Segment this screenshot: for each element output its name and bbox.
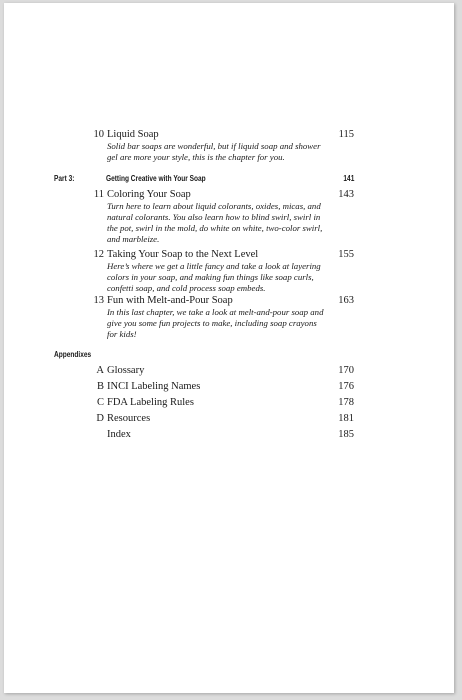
appendix-title: Resources <box>107 413 151 424</box>
chapter-description: Solid bar soaps are wonderful, but if liquid soap and shower gel are more your style, this is the chapter for you. <box>107 141 321 162</box>
appendixes-heading: Appendixes <box>54 350 92 359</box>
chapter-title: Liquid Soap <box>107 129 159 140</box>
appendix-letter: A <box>96 365 104 376</box>
appendix-title: INCI Labeling Names <box>107 381 201 392</box>
chapter-title: Taking Your Soap to the Next Level <box>107 249 259 260</box>
appendix-page: 176 <box>338 381 354 392</box>
appendix-page: 185 <box>338 429 354 440</box>
part-label: Part 3: <box>54 174 75 183</box>
chapter-title: Fun with Melt-and-Pour Soap <box>107 295 233 306</box>
chapter-number: 12 <box>93 249 104 260</box>
chapter-description: In this last chapter, we take a look at melt-and-pour soap and give you some fun projects to make, including soap crayons for kids! <box>107 307 324 339</box>
appendix-title: Index <box>107 429 131 440</box>
chapter-number: 11 <box>93 189 104 200</box>
chapter-page: 115 <box>338 129 354 140</box>
appendix-title: FDA Labeling Rules <box>107 397 194 408</box>
appendix-page: 181 <box>338 413 354 424</box>
document-page <box>4 3 454 693</box>
part-title: Getting Creative with Your Soap <box>106 174 206 183</box>
appendix-letter: D <box>96 413 104 424</box>
chapter-description: Here’s where we get a little fancy and take a look at layering colors in your soap, and making fun things like soap curls, confetti soap, and cold process soap embeds. <box>107 261 321 293</box>
part-page: 141 <box>343 174 354 183</box>
appendix-title: Glossary <box>107 365 145 376</box>
appendix-letter: B <box>96 381 104 392</box>
appendix-letter: C <box>96 397 104 408</box>
chapter-number: 13 <box>93 295 104 306</box>
appendix-page: 170 <box>338 365 354 376</box>
chapter-page: 143 <box>338 189 354 200</box>
chapter-page: 155 <box>338 249 354 260</box>
chapter-page: 163 <box>338 295 354 306</box>
chapter-number: 10 <box>93 129 104 140</box>
appendix-page: 178 <box>338 397 354 408</box>
chapter-title: Coloring Your Soap <box>107 189 191 200</box>
chapter-description: Turn here to learn about liquid colorants, oxides, micas, and natural colorants. You also learn how to blind swirl, swirl in the pot, swirl in the mold, do white on white, two-color swirl, and marbleize. <box>107 201 323 244</box>
